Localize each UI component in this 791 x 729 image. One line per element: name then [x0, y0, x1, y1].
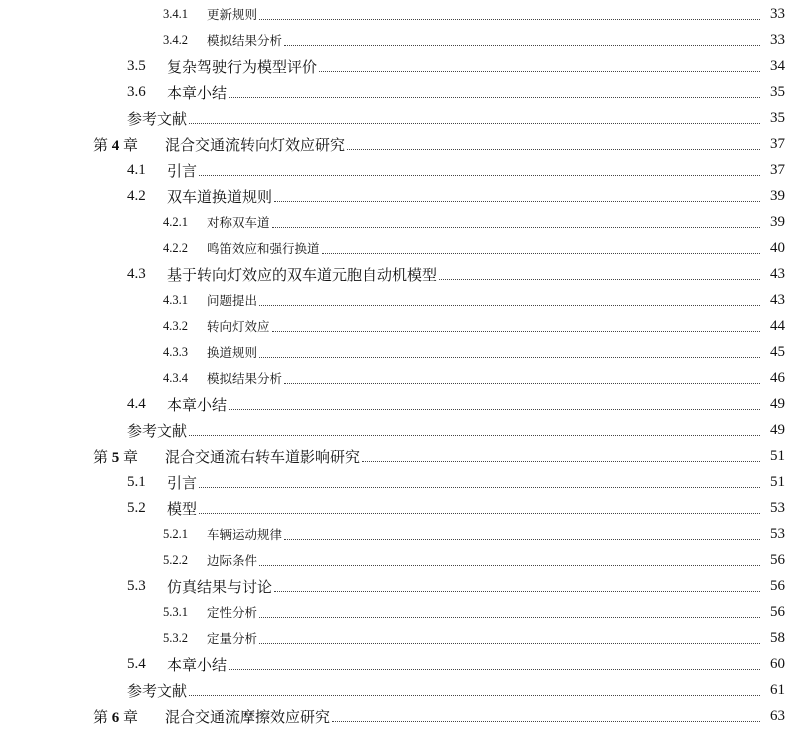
toc-entry[interactable] — [0, 495, 791, 521]
dot-leader — [259, 643, 760, 644]
toc-entry[interactable] — [0, 235, 791, 261]
toc-entry[interactable] — [0, 391, 791, 417]
toc-entry[interactable] — [0, 599, 791, 625]
toc-entry-page: 35 — [770, 83, 785, 100]
dot-leader — [284, 539, 760, 540]
toc-entry-number: 4.3 — [127, 265, 146, 282]
toc-entry-title: 复杂驾驶行为模型评价 — [167, 57, 318, 76]
toc-entry-title: 对称双车道 — [207, 215, 270, 230]
toc-chapter-entry[interactable] — [0, 131, 791, 157]
toc-entry[interactable] — [0, 469, 791, 495]
toc-chapter-entry[interactable] — [0, 703, 791, 729]
toc-entry-page: 51 — [770, 447, 785, 464]
toc-entry-page: 39 — [770, 187, 785, 204]
toc-entry-page: 35 — [770, 109, 785, 126]
chapter-number: 4 — [111, 137, 120, 154]
toc-entry-number: 4.4 — [127, 395, 146, 412]
toc-entry-title: 模拟结果分析 — [207, 33, 283, 48]
dot-leader — [347, 149, 760, 150]
toc-entry-title: 引言 — [167, 161, 198, 180]
toc-entry[interactable] — [0, 27, 791, 53]
dot-leader — [274, 591, 760, 592]
dot-leader — [259, 565, 760, 566]
toc-entry-number: 4.2 — [127, 187, 146, 204]
toc-entry-title: 更新规则 — [207, 7, 258, 22]
toc-entry[interactable] — [0, 209, 791, 235]
toc-entry[interactable] — [0, 53, 791, 79]
dot-leader — [319, 71, 760, 72]
toc-entry-title: 转向灯效应 — [207, 319, 270, 334]
chapter-suffix: 章 — [123, 709, 139, 726]
toc-entry-page: 46 — [770, 369, 785, 386]
toc-entry-number: 4.2.2 — [163, 240, 188, 255]
toc-entry-page: 49 — [770, 395, 785, 412]
toc-entry-page: 58 — [770, 629, 785, 646]
toc-entry-title: 本章小结 — [167, 655, 228, 674]
toc-entry-title: 混合交通流摩擦效应研究 — [165, 707, 331, 726]
chapter-number: 6 — [111, 709, 120, 726]
toc-entry-page: 33 — [770, 5, 785, 22]
toc-entry-title: 仿真结果与讨论 — [167, 577, 273, 596]
toc-entry-page: 56 — [770, 577, 785, 594]
toc-entry[interactable] — [0, 547, 791, 573]
toc-entry-number: 5.2.2 — [163, 552, 188, 567]
chapter-suffix: 章 — [123, 137, 139, 154]
dot-leader — [272, 227, 760, 228]
dot-leader — [259, 305, 760, 306]
toc-entry-number: 5.4 — [127, 655, 146, 672]
toc-entry[interactable] — [0, 1, 791, 27]
dot-leader — [199, 487, 760, 488]
dot-leader — [259, 19, 760, 20]
toc-entry-page: 63 — [770, 707, 785, 724]
toc-entry-page: 43 — [770, 291, 785, 308]
toc-entry-title: 模型 — [167, 499, 198, 518]
toc-entry-title: 基于转向灯效应的双车道元胞自动机模型 — [167, 265, 438, 284]
toc-entry[interactable] — [0, 313, 791, 339]
toc-chapter-entry[interactable] — [0, 443, 791, 469]
toc-entry-references[interactable] — [0, 105, 791, 131]
toc-entry-number: 5.3.1 — [163, 604, 188, 619]
dot-leader — [189, 123, 760, 124]
toc-entry[interactable] — [0, 573, 791, 599]
dot-leader — [362, 461, 760, 462]
toc-entry-references[interactable] — [0, 417, 791, 443]
toc-entry[interactable] — [0, 339, 791, 365]
toc-entry-page: 37 — [770, 161, 785, 178]
toc-entry-page: 60 — [770, 655, 785, 672]
toc-entry-title: 定量分析 — [207, 631, 258, 646]
toc-entry-title: 参考文献 — [127, 421, 188, 440]
toc-chapter-number — [93, 446, 165, 467]
toc-entry-number: 3.6 — [127, 83, 146, 100]
toc-entry-page: 56 — [770, 551, 785, 568]
toc-entry-page: 44 — [770, 317, 785, 334]
toc-entry-number: 5.2 — [127, 499, 146, 516]
toc-entry-title: 本章小结 — [167, 83, 228, 102]
toc-entry-number: 4.3.3 — [163, 344, 188, 359]
toc-entry-number: 4.3.4 — [163, 370, 188, 385]
chapter-suffix: 章 — [123, 449, 139, 466]
toc-entry[interactable] — [0, 625, 791, 651]
toc-entry-page: 53 — [770, 499, 785, 516]
dot-leader — [189, 435, 760, 436]
toc-entry-title: 车辆运动规律 — [207, 527, 283, 542]
toc-entry-page: 43 — [770, 265, 785, 282]
toc-entry-page: 37 — [770, 135, 785, 152]
toc-entry-page: 56 — [770, 603, 785, 620]
chapter-prefix: 第 — [93, 709, 109, 726]
dot-leader — [259, 617, 760, 618]
dot-leader — [199, 175, 760, 176]
dot-leader — [272, 331, 760, 332]
dot-leader — [199, 513, 760, 514]
toc-entry-number: 4.2.1 — [163, 214, 188, 229]
toc-entry-page: 51 — [770, 473, 785, 490]
chapter-prefix: 第 — [93, 449, 109, 466]
dot-leader — [284, 383, 760, 384]
toc-entry-number: 4.3.2 — [163, 318, 188, 333]
toc-entry[interactable] — [0, 287, 791, 313]
chapter-prefix: 第 — [93, 137, 109, 154]
toc-chapter-number — [93, 134, 165, 155]
toc-entry[interactable] — [0, 157, 791, 183]
toc-entry[interactable] — [0, 261, 791, 287]
toc-entry-title: 模拟结果分析 — [207, 371, 283, 386]
toc-entry-title: 混合交通流右转车道影响研究 — [165, 447, 361, 466]
toc-entry[interactable] — [0, 365, 791, 391]
toc-entry-title: 参考文献 — [127, 109, 188, 128]
toc-entry-title: 定性分析 — [207, 605, 258, 620]
toc-chapter-number — [93, 706, 165, 727]
toc-entry-page: 33 — [770, 31, 785, 48]
toc-entry-title: 本章小结 — [167, 395, 228, 414]
toc-entry-page: 53 — [770, 525, 785, 542]
toc-entry-references[interactable] — [0, 677, 791, 703]
toc-entry-number: 4.1 — [127, 161, 146, 178]
toc-entry-number: 3.5 — [127, 57, 146, 74]
dot-leader — [332, 721, 760, 722]
toc-entry-page: 40 — [770, 239, 785, 256]
toc-entry-page: 39 — [770, 213, 785, 230]
toc-entry-page: 61 — [770, 681, 785, 698]
toc-entry-title: 换道规则 — [207, 345, 258, 360]
toc-entry-number: 4.3.1 — [163, 292, 188, 307]
toc-entry-title: 混合交通流转向灯效应研究 — [165, 135, 346, 154]
toc-entry-number: 3.4.2 — [163, 32, 188, 47]
chapter-number: 5 — [111, 449, 120, 466]
dot-leader — [229, 669, 760, 670]
toc-entry-title: 鸣笛效应和强行换道 — [207, 241, 320, 256]
dot-leader — [284, 45, 760, 46]
toc-entry-number: 3.4.1 — [163, 6, 188, 21]
dot-leader — [229, 409, 760, 410]
toc-entry-number: 5.1 — [127, 473, 146, 490]
toc-entry-page: 34 — [770, 57, 785, 74]
toc-entry-title: 问题提出 — [207, 293, 258, 308]
toc-entry[interactable] — [0, 521, 791, 547]
dot-leader — [229, 97, 760, 98]
dot-leader — [259, 357, 760, 358]
toc-entry[interactable] — [0, 651, 791, 677]
dot-leader — [439, 279, 760, 280]
toc-entry-number: 5.2.1 — [163, 526, 188, 541]
toc-entry-number: 5.3.2 — [163, 630, 188, 645]
toc-entry-title: 边际条件 — [207, 553, 258, 568]
dot-leader — [274, 201, 760, 202]
dot-leader — [189, 695, 760, 696]
toc-entry-page: 45 — [770, 343, 785, 360]
toc-entry[interactable] — [0, 183, 791, 209]
toc-entry-number: 5.3 — [127, 577, 146, 594]
dot-leader — [322, 253, 760, 254]
toc-entry-page: 49 — [770, 421, 785, 438]
toc-entry-title: 引言 — [167, 473, 198, 492]
toc-entry[interactable] — [0, 79, 791, 105]
toc-entry-title: 参考文献 — [127, 681, 188, 700]
toc-entry-title: 双车道换道规则 — [167, 187, 273, 206]
